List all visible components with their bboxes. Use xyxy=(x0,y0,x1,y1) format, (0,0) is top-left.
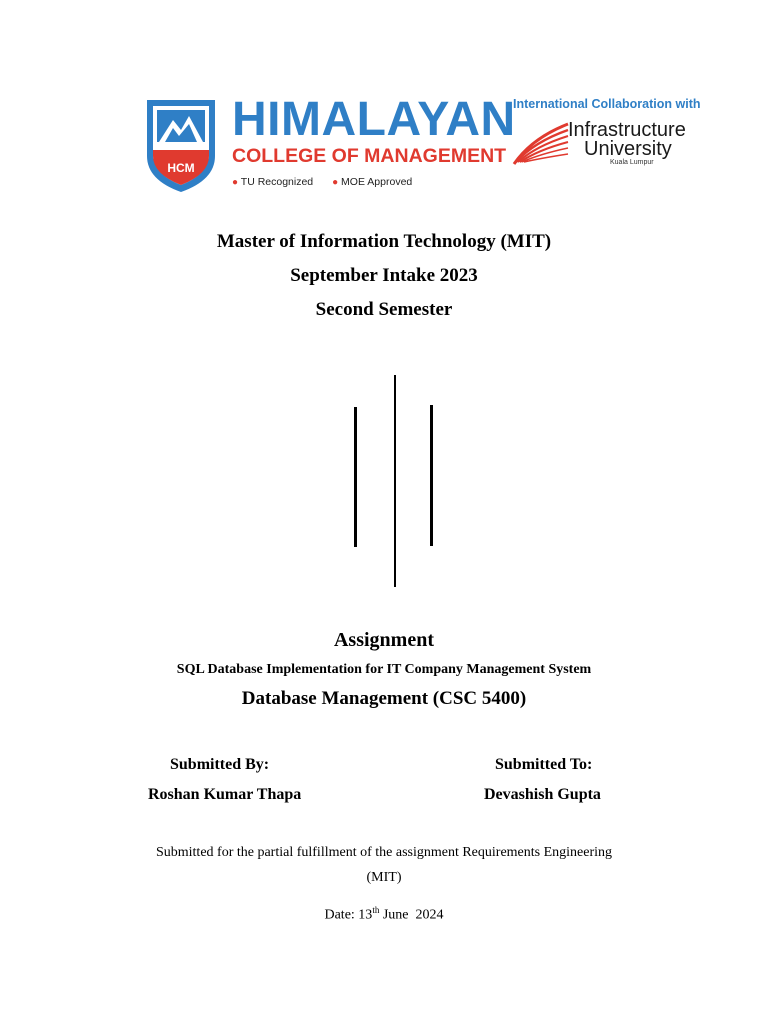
submitted-by-label: Submitted By: xyxy=(170,756,270,773)
intake-title: September Intake 2023 xyxy=(290,265,478,286)
date-prefix: Date: 13 xyxy=(324,907,373,923)
tag-tu: TU Recognized xyxy=(240,176,314,188)
collab-line: International Collaboration with xyxy=(513,97,701,111)
brand-block xyxy=(232,93,516,188)
iu-swoosh-icon xyxy=(512,118,572,168)
submitted-to-label: Submitted To: xyxy=(495,756,593,773)
brand-tags xyxy=(232,176,507,188)
semester-title: Second Semester xyxy=(315,299,453,320)
date-line xyxy=(0,905,768,924)
date-sup: th xyxy=(372,905,380,915)
fulfillment-line1: Submitted for the partial fulfillment of the assignment Requirements Engineering xyxy=(155,845,613,860)
shield-text: HCM xyxy=(167,161,195,175)
partner-line3: Kuala Lumpur xyxy=(610,159,654,166)
assignment-heading: Assignment xyxy=(333,629,434,651)
assignment-topic: SQL Database Implementation for IT Company Management System xyxy=(176,662,592,677)
brand-name: HIMALAYAN xyxy=(232,93,516,146)
bullet-icon: ● xyxy=(232,177,239,188)
decorative-bars xyxy=(340,375,450,587)
date-suffix: June 2024 xyxy=(379,907,444,923)
partner-line1: Infrastructure xyxy=(568,119,686,141)
fulfillment-line2: (MIT) xyxy=(366,870,402,885)
submitted-by-name: Roshan Kumar Thapa xyxy=(148,786,302,803)
partner-line2: University xyxy=(584,138,672,160)
brand-subtitle: COLLEGE OF MANAGEMENT xyxy=(232,145,507,167)
bullet-icon: ● xyxy=(332,177,339,188)
course-title: Database Management (CSC 5400) xyxy=(241,688,527,709)
tag-moe: MOE Approved xyxy=(341,176,413,188)
submitted-to-name: Devashish Gupta xyxy=(484,786,601,803)
hcm-shield-logo xyxy=(143,94,219,194)
program-title: Master of Information Technology (MIT) xyxy=(216,231,552,252)
partner-name xyxy=(568,120,686,167)
